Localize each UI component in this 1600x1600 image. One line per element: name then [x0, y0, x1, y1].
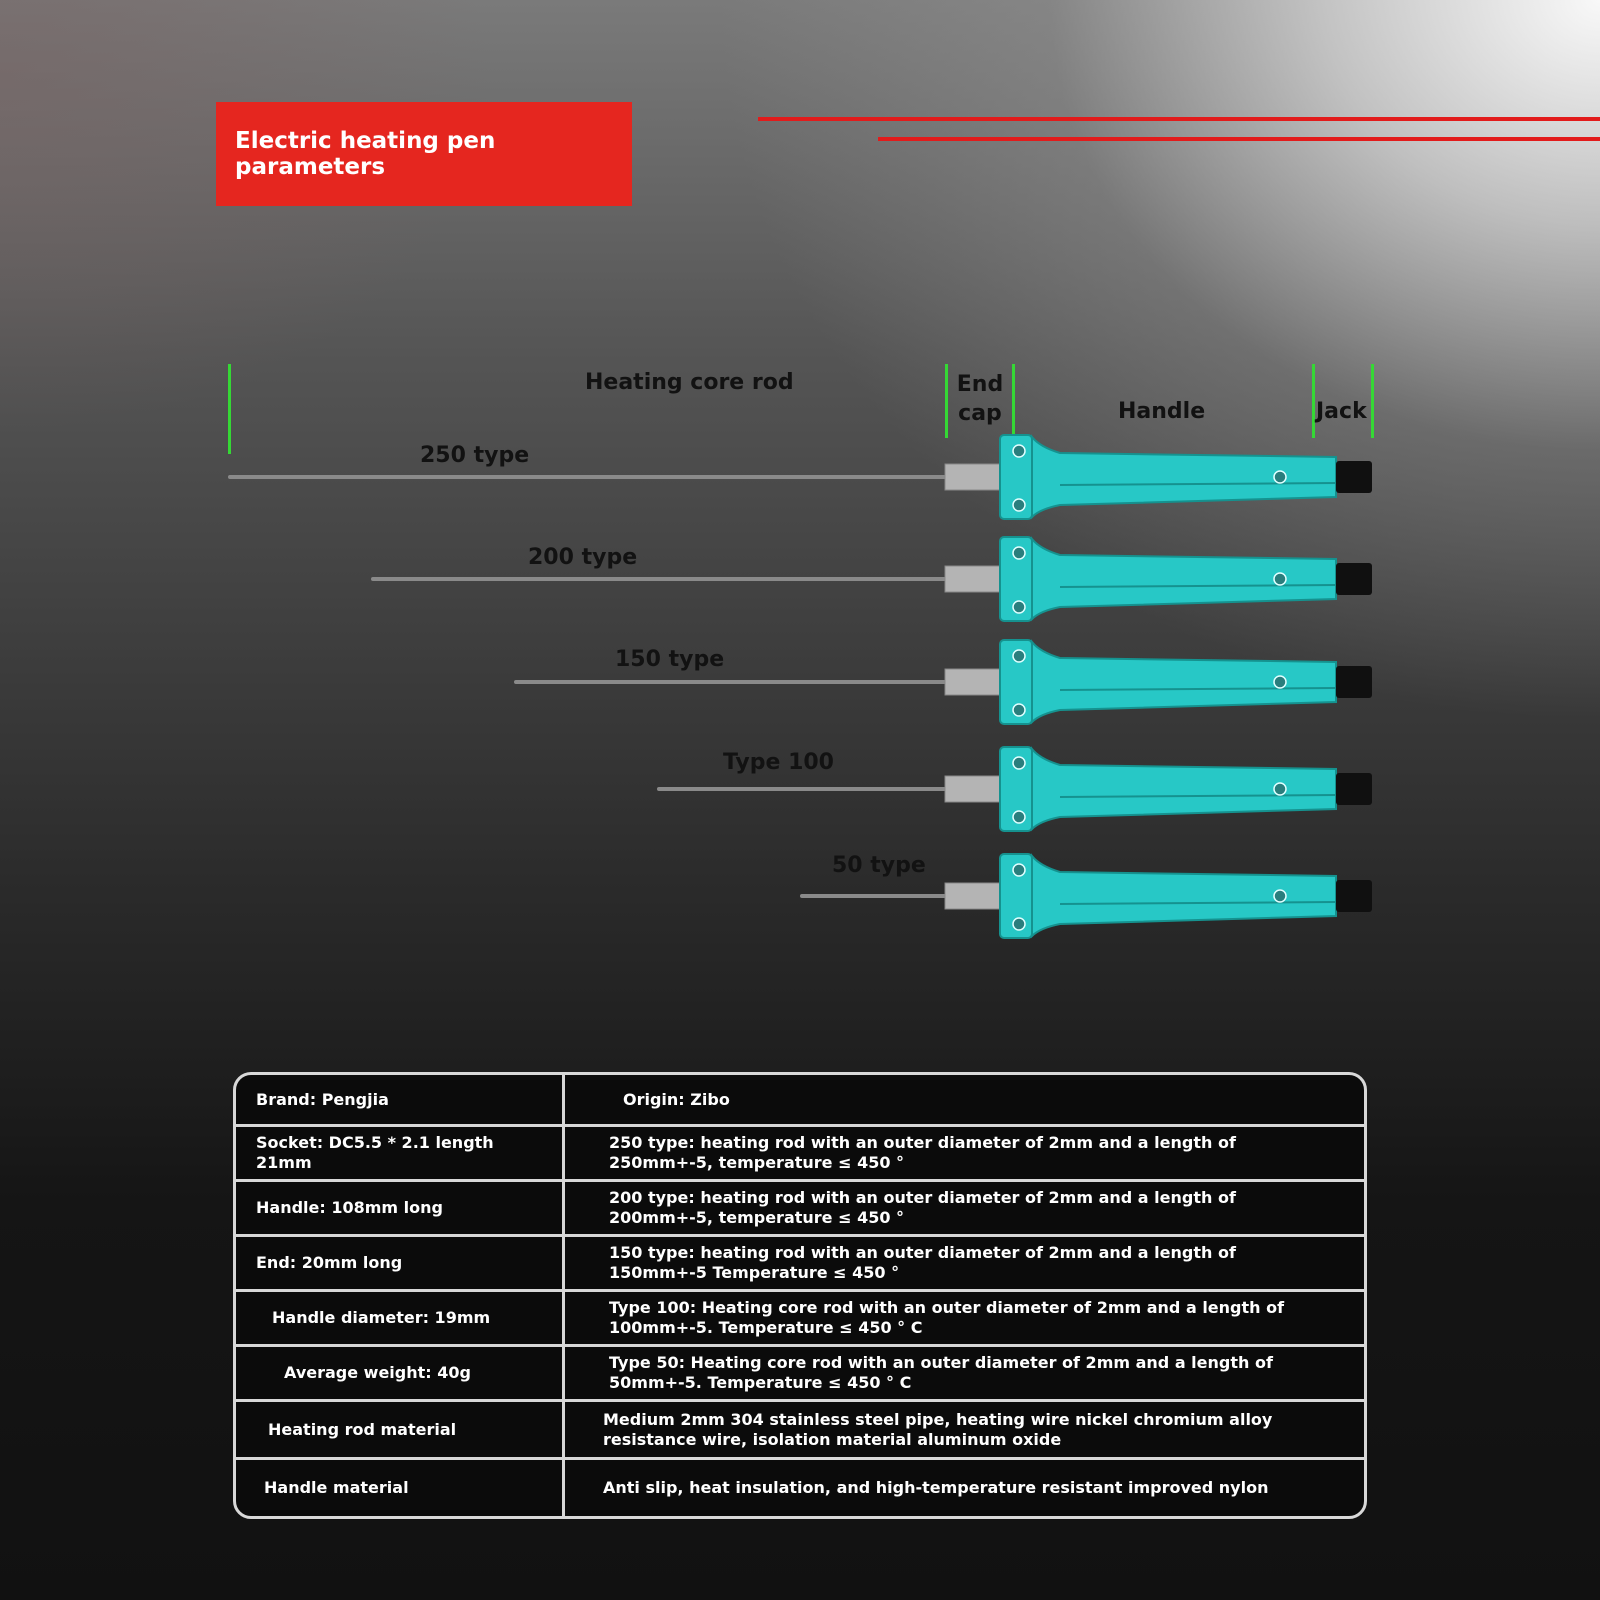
pen-label-150: 150 type	[615, 647, 725, 672]
screw-icon	[1013, 757, 1025, 769]
screw-icon	[1013, 445, 1025, 457]
jack	[1336, 563, 1372, 595]
spec-value: 150 type: heating rod with an outer diameter of 2mm and a length of 150mm+-5 Temperature ≤ 450 °	[565, 1237, 1364, 1292]
core-rod-label: Heating core rod	[585, 370, 794, 395]
table-row	[236, 1127, 1364, 1182]
screw-icon	[1274, 783, 1286, 795]
pen-label-100: Type 100	[723, 750, 834, 775]
screw-icon	[1013, 918, 1025, 930]
end-cap	[945, 566, 1003, 592]
table-row	[236, 1347, 1364, 1402]
spec-value: Origin: Zibo	[565, 1075, 1364, 1127]
pen-label-200: 200 type	[528, 545, 638, 570]
spec-key: Average weight: 40g	[236, 1347, 565, 1402]
end-cap	[945, 669, 1003, 695]
spec-key: Handle diameter: 19mm	[236, 1292, 565, 1347]
spec-value: Type 100: Heating core rod with an outer diameter of 2mm and a length of 100mm+-5. Temperature ≤ 450 ° C	[565, 1292, 1364, 1347]
pen-label-50: 50 type	[832, 853, 926, 878]
handle-body	[1032, 437, 1336, 517]
spec-key: Handle material	[236, 1460, 565, 1516]
spec-key: Socket: DC5.5 * 2.1 length 21mm	[236, 1127, 565, 1182]
screw-icon	[1274, 676, 1286, 688]
spec-key: End: 20mm long	[236, 1237, 565, 1292]
spec-value: 250 type: heating rod with an outer diameter of 2mm and a length of 250mm+-5, temperature ≤ 450 °	[565, 1127, 1364, 1182]
jack	[1336, 773, 1372, 805]
handle-body	[1032, 539, 1336, 619]
table-row	[236, 1402, 1364, 1460]
end-cap-label: End cap	[956, 372, 1004, 426]
spec-value: Anti slip, heat insulation, and high-temperature resistant improved nylon	[603, 1478, 1269, 1497]
pen-label-250: 250 type	[420, 443, 530, 468]
spec-value: Medium 2mm 304 stainless steel pipe, heating wire nickel chromium alloy resistance wire, isolation material aluminum oxide	[565, 1402, 1364, 1460]
screw-icon	[1274, 890, 1286, 902]
screw-icon	[1013, 864, 1025, 876]
screw-icon	[1013, 704, 1025, 716]
end-cap	[945, 883, 1003, 909]
screw-icon	[1274, 573, 1286, 585]
spec-value: 200 type: heating rod with an outer diameter of 2mm and a length of 200mm+-5, temperature ≤ 450 °	[565, 1182, 1364, 1237]
table-row	[236, 1075, 1364, 1127]
table-row	[236, 1292, 1364, 1347]
handle-body	[1032, 642, 1336, 722]
spec-key: Brand: Pengjia	[236, 1075, 565, 1127]
screw-icon	[1013, 547, 1025, 559]
jack	[1336, 461, 1372, 493]
end-cap	[945, 776, 1003, 802]
spec-value: Type 50: Heating core rod with an outer diameter of 2mm and a length of 50mm+-5. Temperature ≤ 450 ° C	[565, 1347, 1364, 1402]
screw-icon	[1013, 499, 1025, 511]
jack	[1336, 666, 1372, 698]
screw-icon	[1013, 601, 1025, 613]
end-cap	[945, 464, 1003, 490]
table-row	[236, 1237, 1364, 1292]
page-title: Electric heating pen parameters	[235, 128, 496, 180]
handle-body	[1032, 749, 1336, 829]
screw-icon	[1274, 471, 1286, 483]
table-row	[236, 1460, 1364, 1516]
jack-label: Jack	[1316, 399, 1367, 424]
handle-body	[1032, 856, 1336, 936]
handle-label: Handle	[1118, 399, 1206, 424]
specs-table	[233, 1072, 1367, 1519]
screw-icon	[1013, 811, 1025, 823]
jack	[1336, 880, 1372, 912]
screw-icon	[1013, 650, 1025, 662]
spec-key: Heating rod material	[236, 1402, 565, 1460]
table-row	[236, 1182, 1364, 1237]
spec-key: Handle: 108mm long	[236, 1182, 565, 1237]
